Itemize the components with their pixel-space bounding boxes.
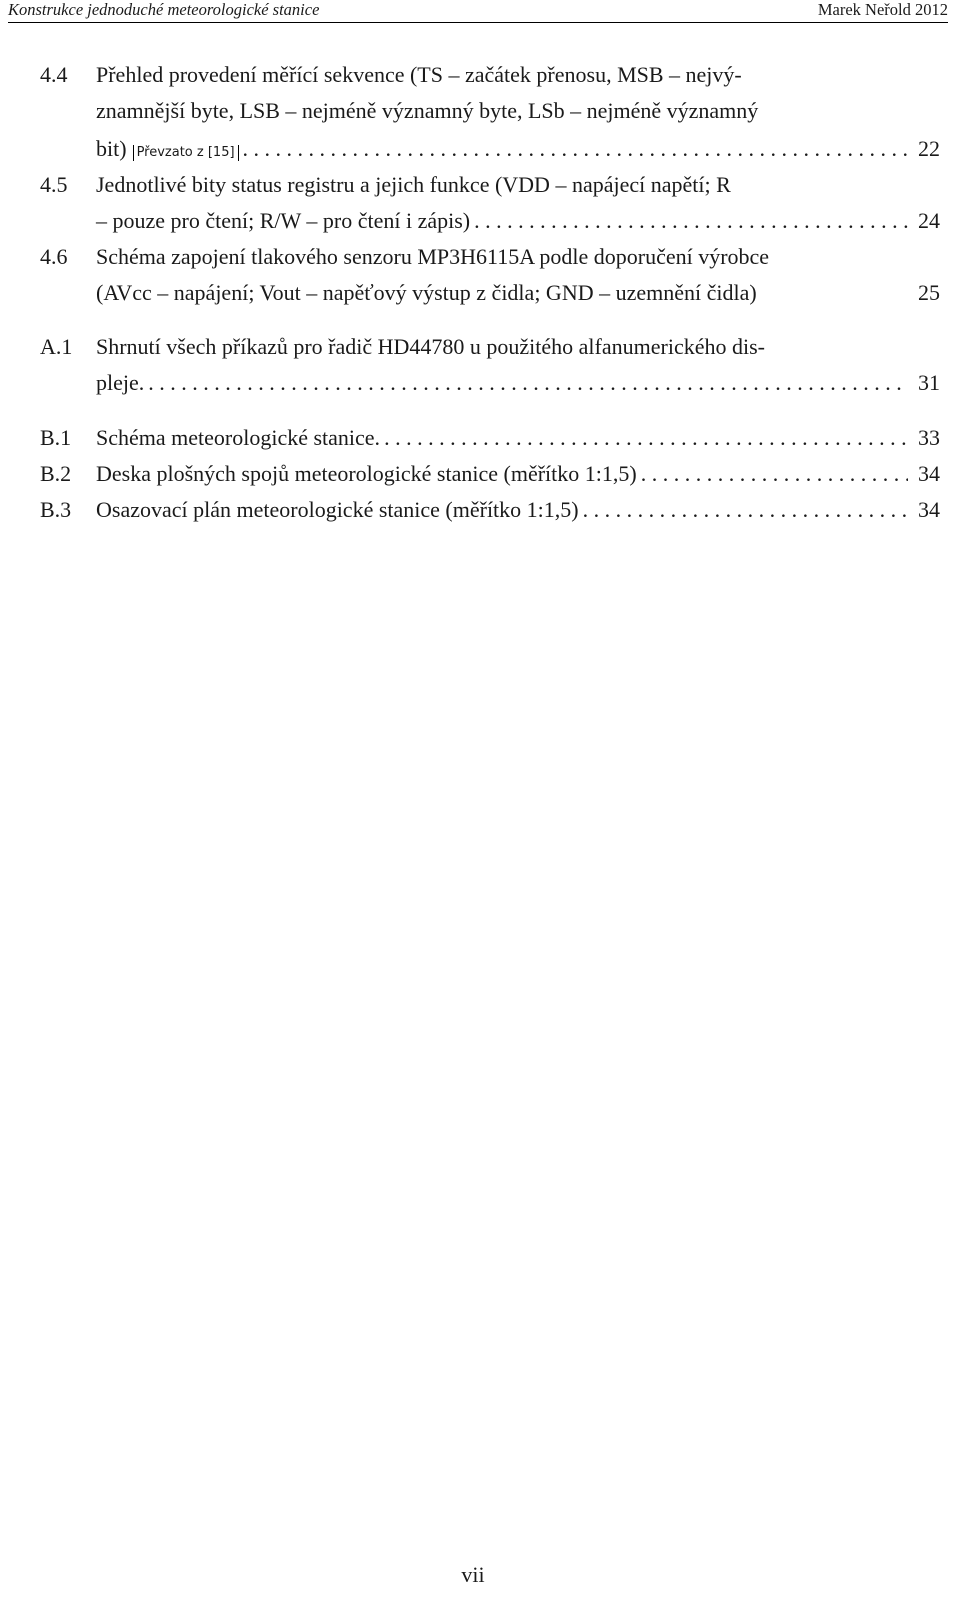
entry-number: B.2 [40,461,72,486]
entry-text: (AVcc – napájení; Vout – napěťový výstup z čidla; GND – uzemnění čidla) [96,280,757,305]
entry-last-line [96,208,940,234]
entry-text: pleje. [96,370,145,395]
dot-leader [579,497,908,523]
entry-text: Deska plošných spojů meteorologické stanice (měřítko 1:1,5) [96,461,637,486]
entry-number: A.1 [40,334,73,359]
toc-entry-b-1[interactable] [40,425,940,461]
dot-leader [470,208,908,234]
entry-last-line [96,461,940,487]
page-number: 25 [918,280,940,305]
entry-number: 4.6 [40,244,68,269]
page-number: 34 [918,497,940,522]
page-folio: vii [461,1562,485,1587]
header-title: Konstrukce jednoduché meteorologické stanice [8,0,320,19]
header-author: Marek Neřold 2012 [817,0,948,19]
page-number: 33 [918,425,940,450]
entry-number: 4.5 [40,172,68,197]
entry-text-line: Shrnutí všech příkazů pro řadič HD44780 u použitého alfanumerického dis- [96,334,765,359]
entry-text-line: Přehled provedení měřící sekvence (TS – začátek přenosu, MSB – nejvý- [96,62,742,87]
entry-text: bit) [96,136,127,161]
entry-text: – pouze pro čtení; R/W – pro čtení i zápis) [96,208,471,233]
toc-entry-b-2[interactable] [40,461,940,497]
toc-entry-4-6[interactable] [40,244,940,316]
entry-text: Schéma meteorologické stanice. [96,425,381,450]
toc-entry-4-4[interactable] [40,62,940,172]
running-header [8,0,948,23]
entry-number: 4.4 [40,62,68,87]
entry-last-line [96,370,940,396]
entry-text: Osazovací plán meteorologické stanice (měřítko 1:1,5) [96,497,579,522]
entry-last-line [96,497,940,523]
dot-leader [637,461,908,487]
page-number: 31 [918,370,940,395]
entry-last-line [96,136,940,162]
entry-number: B.1 [40,425,72,450]
page-number: 34 [918,461,940,486]
toc-entry-a-1[interactable] [40,334,940,406]
dot-leader [239,136,908,162]
entry-number: B.3 [40,497,72,522]
dot-leader [144,370,908,396]
entry-last-line [96,425,940,451]
page-number: 24 [918,208,940,233]
entry-text-line: Jednotlivé bity status registru a jejich funkce (VDD – napájecí napětí; R [96,172,731,197]
source-note: Převzato z [15] [133,145,239,161]
toc-entry-b-3[interactable] [40,497,940,533]
entry-last-line [96,280,940,306]
toc-entry-4-5[interactable] [40,172,940,244]
entry-text-line: znamnější byte, LSB – nejméně významný byte, LSb – nejméně významný [96,98,759,123]
entry-text-line: Schéma zapojení tlakového senzoru MP3H6115A podle doporučení výrobce [96,244,770,269]
page-number: 22 [918,136,940,161]
dot-leader [380,425,908,451]
